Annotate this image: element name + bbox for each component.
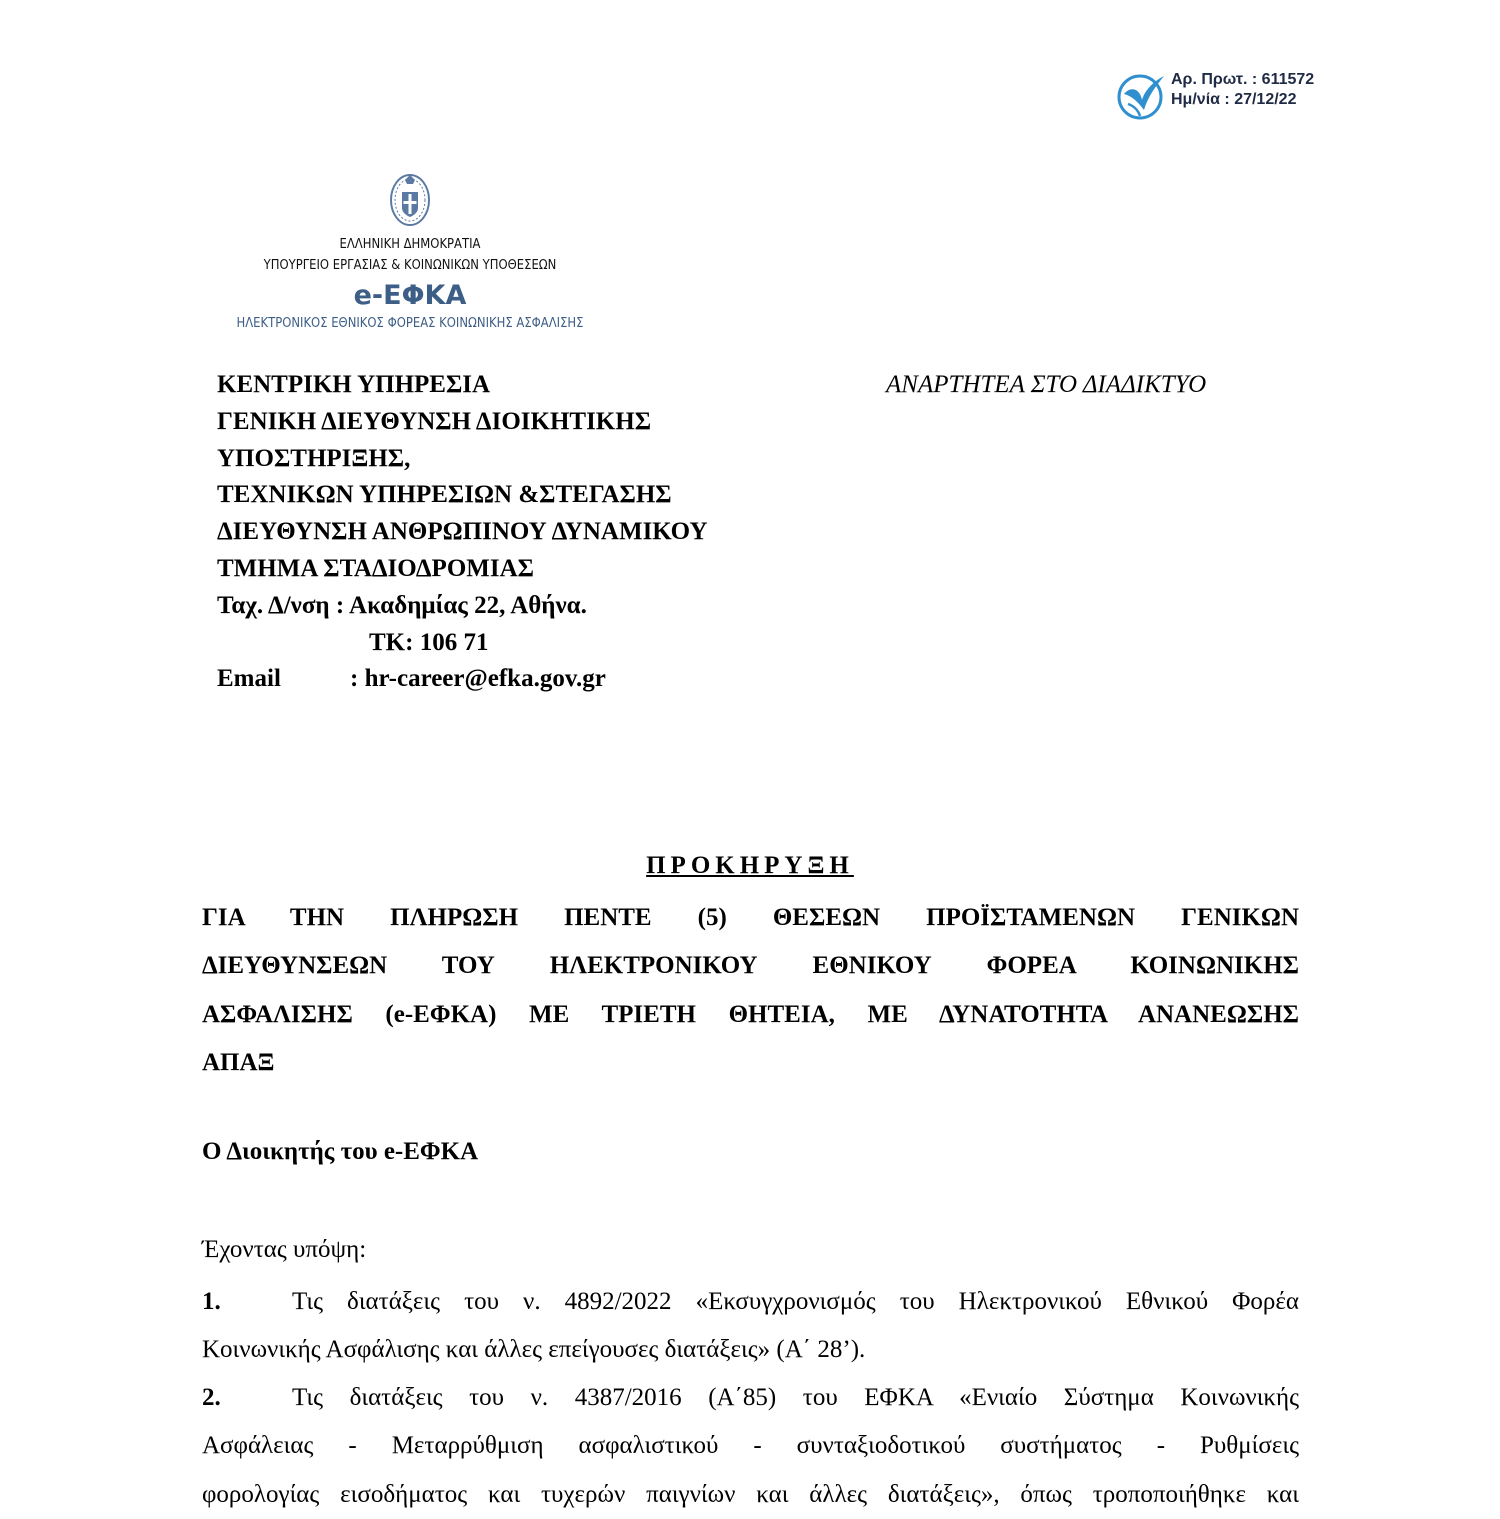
- postal-address: Ταχ. Δ/νση : Ακαδημίας 22, Αθήνα.: [217, 591, 587, 619]
- list-item: [202, 1374, 1299, 1519]
- address-line: ΓΕΝΙΚΗ ΔΙΕΥΘΥΝΣΗ ΔΙΟΙΚΗΤΙΚΗΣ: [217, 407, 652, 435]
- subject-line: ΓΙΑ ΤΗΝ ΠΛΗΡΩΣΗ ΠΕΝΤΕ (5) ΘΕΣΕΩΝ ΠΡΟΪΣΤΑΜΕΝΩΝ ΓΕΝΙΚΩΝ: [202, 904, 1299, 931]
- item-number: 2.: [202, 1384, 221, 1411]
- subject-line: ΔΙΕΥΘΥΝΣΕΩΝ ΤΟΥ ΗΛΕΚΤΡΟΝΙΚΟΥ ΕΘΝΙΚΟΥ ΦΟΡΕΑ ΚΟΙΝΩΝΙΚΗΣ: [202, 952, 1299, 980]
- item-line: φορολογίας εισοδήματος και τυχερών παιγνίων και άλλες διατάξεις», όπως τροποποιήθηκε και: [202, 1480, 1299, 1508]
- item-line: [202, 1374, 1299, 1422]
- subject-line: ΑΠΑΞ: [202, 1048, 275, 1076]
- sender-address-block: [217, 367, 708, 698]
- title-text: ΠΡΟΚΗΡΥΞΗ: [646, 852, 854, 879]
- protocol-date: Ημ/νία : 27/12/22: [1171, 91, 1297, 108]
- item-text: Τις διατάξεις του ν. 4387/2016 (Α΄85) του ΕΦΚΑ «Ενιαίο Σύστημα Κοινωνικής: [292, 1384, 1299, 1411]
- director-heading: Ο Διοικητής του e-ΕΦΚΑ: [202, 1138, 479, 1165]
- list-item: [202, 1278, 1299, 1375]
- considering-label: Έχοντας υπόψη:: [202, 1236, 367, 1263]
- coat-of-arms-icon: [388, 170, 432, 228]
- protocol-number: Αρ. Πρωτ. : 611572: [1171, 71, 1315, 88]
- address-line: ΔΙΕΥΘΥΝΣΗ ΑΝΘΡΩΠΙΝΟΥ ΔΥΝΑΜΙΚΟΥ: [217, 518, 708, 546]
- address-line: ΚΕΝΤΡΙΚΗ ΥΠΗΡΕΣΙΑ: [217, 371, 491, 398]
- ministry-label: ΥΠΟΥΡΓΕΙΟ ΕΡΓΑΣΙΑΣ & ΚΟΙΝΩΝΙΚΩΝ ΥΠΟΘΕΣΕΩΝ: [263, 257, 557, 273]
- republic-label: ΕΛΛΗΝΙΚΗ ΔΗΜΟΚΡΑΤΙΑ: [339, 236, 481, 252]
- subject-line: ΑΣΦΑΛΙΣΗΣ (e-ΕΦΚΑ) ΜΕ ΤΡΙΕΤΗ ΘΗΤΕΙΑ, ΜΕ ΔΥΝΑΤΟΤΗΤΑ ΑΝΑΝΕΩΣΗΣ: [202, 1000, 1299, 1028]
- agency-name: e-ΕΦΚΑ: [353, 280, 467, 311]
- postal-code: ΤΚ: 106 71: [369, 628, 489, 656]
- item-text: Τις διατάξεις του ν. 4892/2022 «Εκσυγχρονισμός του Ηλεκτρονικού Εθνικού Φορέα: [292, 1288, 1299, 1315]
- email-label: Email: [217, 665, 281, 693]
- address-line: ΤΜΗΜΑ ΣΤΑΔΙΟΔΡΟΜΙΑΣ: [217, 554, 534, 582]
- publication-note: ΑΝΑΡΤΗΤΕΑ ΣΤΟ ΔΙΑΔΙΚΤΥΟ: [886, 371, 1207, 398]
- email-row: [217, 661, 708, 698]
- address-line: ΥΠΟΣΤΗΡΙΞΗΣ,: [217, 444, 411, 472]
- item-line: Κοινωνικής Ασφάλισης και άλλες επείγουσες διατάξεις» (Α΄ 28’).: [202, 1336, 866, 1364]
- email-link[interactable]: : hr-career@efka.gov.gr: [350, 665, 606, 693]
- subject-block: [202, 894, 1299, 1087]
- protocol-stamp: [1116, 68, 1356, 124]
- header-logo-block: [190, 170, 630, 332]
- item-number: 1.: [202, 1288, 221, 1315]
- signature-check-icon: [1116, 70, 1166, 120]
- item-line: [202, 1278, 1299, 1326]
- item-line: Ασφάλειας - Μεταρρύθμιση ασφαλιστικού - συνταξιοδοτικού συστήματος - Ρυθμίσεις: [202, 1432, 1299, 1460]
- agency-full-name: ΗΛΕΚΤΡΟΝΙΚΟΣ ΕΘΝΙΚΟΣ ΦΟΡΕΑΣ ΚΟΙΝΩΝΙΚΗΣ ΑΣΦΑΛΙΣΗΣ: [236, 315, 584, 331]
- address-line: ΤΕΧΝΙΚΩΝ ΥΠΗΡΕΣΙΩΝ &ΣΤΕΓΑΣΗΣ: [217, 481, 672, 509]
- document-title: [0, 852, 1500, 880]
